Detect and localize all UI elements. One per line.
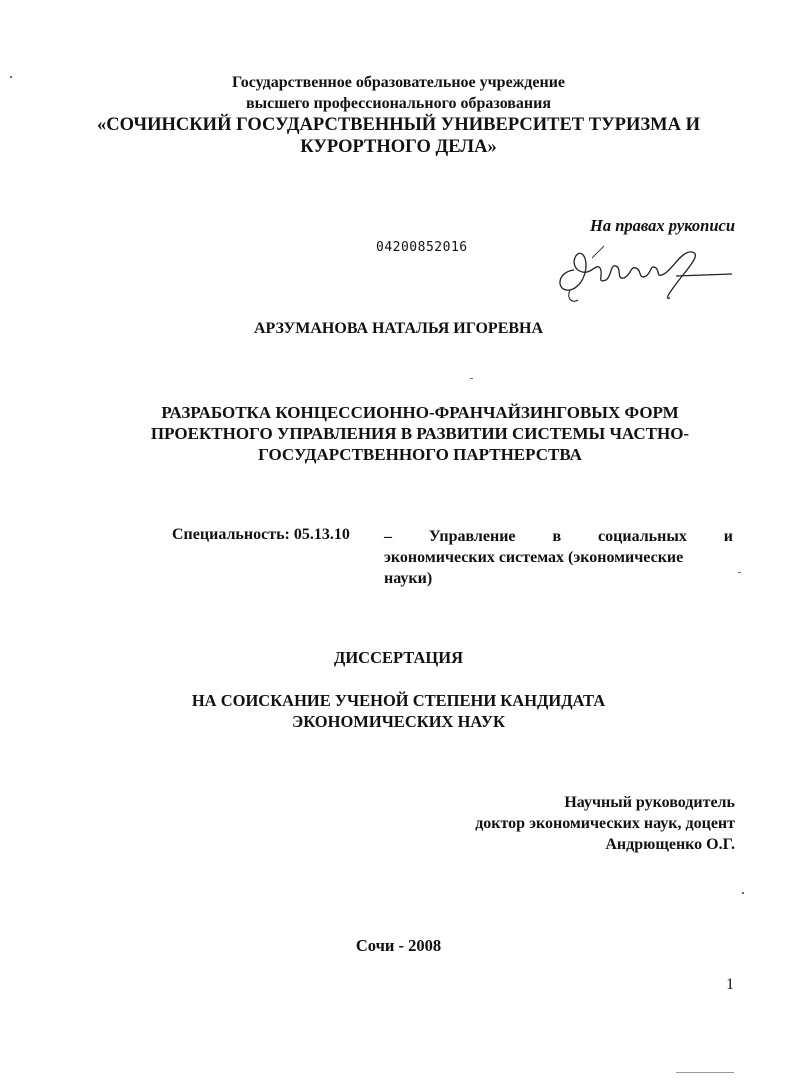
title-line-2: ПРОЕКТНОГО УПРАВЛЕНИЯ В РАЗВИТИИ СИСТЕМЫ ЧАСТНО- [150,424,690,443]
university-name-line-2: КУРОРТНОГО ДЕЛА» [300,137,497,157]
document-code: 04200852016 [376,240,468,255]
organization-header [0,72,797,158]
author-name: АРЗУМАНОВА НАТАЛЬЯ ИГОРЕВНА [253,320,544,337]
dissertation-title [110,402,730,465]
city-year: Сочи - 2008 [355,936,442,955]
scan-speck [10,76,12,78]
manuscript-rights-note: На правах рукописи [590,216,735,235]
specialty-label: Специальность: 05.13.10 [172,526,350,543]
page-number: 1 [726,976,734,993]
specialty-line-1: – Управление в социальных и [384,528,733,545]
specialty-description [384,526,733,589]
scientific-advisor [475,792,735,855]
degree-line-2: ЭКОНОМИЧЕСКИХ НАУК [292,712,505,731]
degree-line-1: НА СОИСКАНИЕ УЧЕНОЙ СТЕПЕНИ КАНДИДАТА [191,691,606,710]
signature-icon [552,240,742,312]
scan-speck [742,892,744,894]
advisor-title: доктор экономических наук, доцент [475,815,735,832]
org-line-2: высшего профессионального образования [245,95,552,112]
scan-speck [470,378,473,379]
scan-speck [738,572,741,573]
title-line-1: РАЗРАБОТКА КОНЦЕССИОННО-ФРАНЧАЙЗИНГОВЫХ ФОРМ [161,403,679,422]
specialty-line-3: науки) [384,570,433,587]
degree-statement [0,690,797,732]
document-type: ДИССЕРТАЦИЯ [334,648,463,667]
org-line-1: Государственное образовательное учреждение [231,74,566,91]
advisor-name: Андрющенко О.Г. [605,836,735,853]
specialty-line-2: экономических системах (экономические [384,549,684,566]
title-line-3: ГОСУДАРСТВЕННОГО ПАРТНЕРСТВА [258,445,582,464]
scan-line [676,1072,734,1073]
university-name-line-1: «СОЧИНСКИЙ ГОСУДАРСТВЕННЫЙ УНИВЕРСИТЕТ ТУРИЗМА И [97,115,700,135]
advisor-role: Научный руководитель [564,794,735,811]
